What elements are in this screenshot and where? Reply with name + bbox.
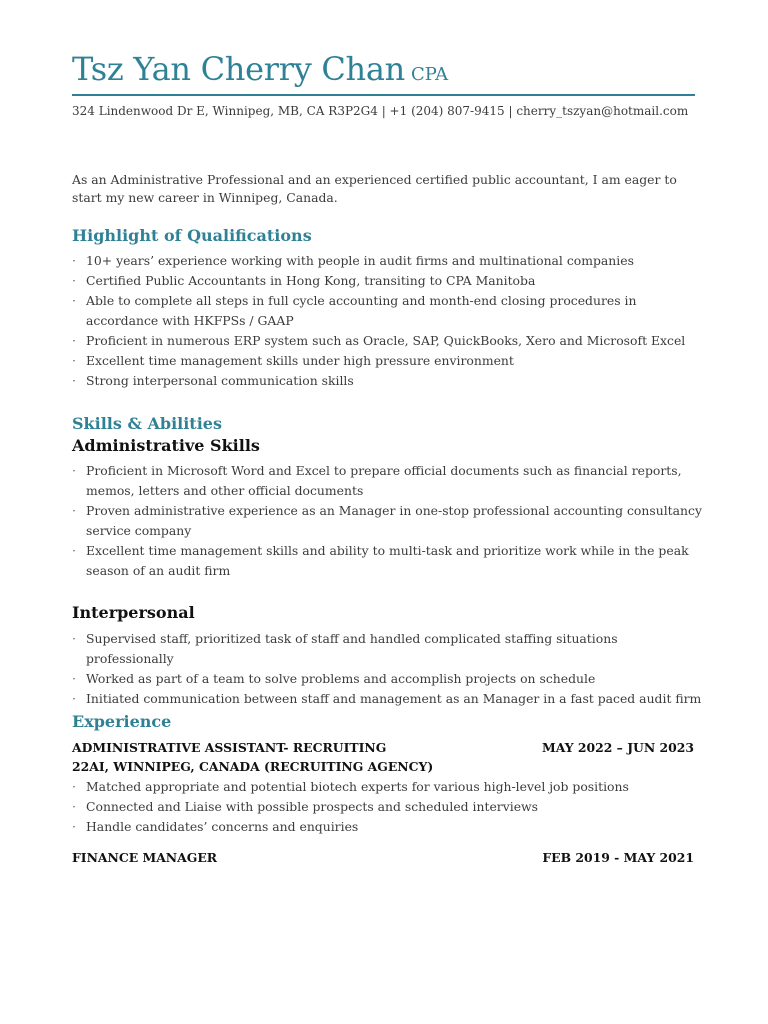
job-dates: FEB 2019 - MAY 2021 xyxy=(542,850,694,865)
summary-paragraph: As an Administrative Professional and an experienced certified public accountant, I am eager to start my new career in Winnipeg, Canada. xyxy=(72,172,677,205)
interpersonal-heading: Interpersonal xyxy=(72,603,195,622)
administrative-skills-list xyxy=(72,461,702,581)
interpersonal-list xyxy=(72,629,702,709)
list-item: · Able to complete all steps in full cycle accounting and month-end closing procedures in accordance with HKFPSs / GAAP xyxy=(72,291,702,331)
list-item: · Connected and Liaise with possible prospects and scheduled interviews xyxy=(72,797,702,817)
header-divider xyxy=(72,94,695,96)
list-item: · Strong interpersonal communication skills xyxy=(72,371,702,391)
list-item: · Supervised staff, prioritized task of staff and handled complicated staffing situations professionally xyxy=(72,629,702,669)
job-title: FINANCE MANAGER xyxy=(72,850,218,865)
job-company: 22AI, WINNIPEG, CANADA (RECRUITING AGENCY) xyxy=(72,759,434,774)
qualifications-heading: Highlight of Qualifications xyxy=(72,226,312,245)
contact-line: 324 Lindenwood Dr E, Winnipeg, MB, CA R3P2G4 | +1 (204) 807-9415 | cherry_tszyan@hotmail.com xyxy=(72,104,689,118)
applicant-name: Tsz Yan Cherry Chan xyxy=(72,50,405,88)
list-item: · Initiated communication between staff and management as an Manager in a fast paced audit firm xyxy=(72,689,702,709)
name-heading xyxy=(72,50,695,88)
job-dates: MAY 2022 – JUN 2023 xyxy=(542,740,694,755)
list-item: · Excellent time management skills under high pressure environment xyxy=(72,351,702,371)
qualifications-list xyxy=(72,251,702,391)
list-item: · Worked as part of a team to solve problems and accomplish projects on schedule xyxy=(72,669,702,689)
job-title: ADMINISTRATIVE ASSISTANT- RECRUITING xyxy=(72,740,387,755)
skills-heading: Skills & Abilities xyxy=(72,414,222,433)
list-item: · 10+ years’ experience working with people in audit firms and multinational companies xyxy=(72,251,702,271)
job-title-row xyxy=(72,850,694,865)
list-item: · Proficient in Microsoft Word and Excel to prepare official documents such as financial reports, memos, letters and other official documents xyxy=(72,461,702,501)
list-item: · Excellent time management skills and ability to multi-task and prioritize work while in the peak season of an audit firm xyxy=(72,541,702,581)
list-item: · Proficient in numerous ERP system such as Oracle, SAP, QuickBooks, Xero and Microsoft Excel xyxy=(72,331,702,351)
administrative-skills-heading: Administrative Skills xyxy=(72,436,260,455)
list-item: · Proven administrative experience as an Manager in one-stop professional accounting consultancy service company xyxy=(72,501,702,541)
list-item: · Matched appropriate and potential biotech experts for various high-level job positions xyxy=(72,777,702,797)
job-title-row xyxy=(72,740,694,755)
experience-heading: Experience xyxy=(72,712,172,731)
list-item: · Handle candidates’ concerns and enquiries xyxy=(72,817,702,837)
list-item: · Certified Public Accountants in Hong Kong, transiting to CPA Manitoba xyxy=(72,271,702,291)
designation-suffix: CPA xyxy=(410,64,449,85)
job-duties-list xyxy=(72,777,702,837)
